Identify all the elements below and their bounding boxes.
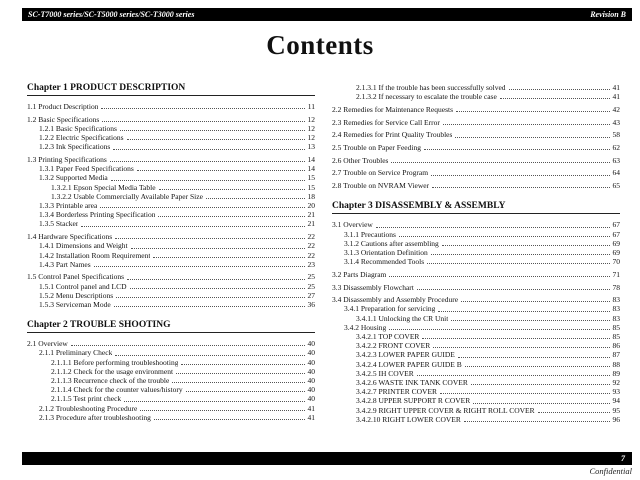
dot-leader	[116, 297, 304, 298]
toc-entry-page: 70	[612, 257, 620, 267]
toc-entry-label: 1.2 Basic Specifications	[27, 114, 100, 124]
toc-entry-label: 2.1.1.5 Test print check	[51, 394, 122, 404]
toc-entry	[27, 102, 315, 111]
toc-entry	[332, 396, 620, 405]
dot-leader	[130, 288, 305, 289]
toc-entry-label: 1.5.2 Menu Descriptions	[39, 290, 114, 300]
toc-entry	[27, 155, 315, 164]
toc-entry-page: 14	[307, 164, 315, 174]
toc-entry-page: 62	[612, 143, 620, 153]
toc-entry	[332, 323, 620, 332]
toc-entry-page: 63	[612, 155, 620, 165]
dot-leader	[115, 238, 304, 239]
dot-leader	[464, 421, 610, 422]
toc-entry	[332, 270, 620, 279]
dot-leader	[186, 391, 305, 392]
dot-leader	[102, 121, 304, 122]
dot-leader	[438, 311, 609, 312]
dot-leader	[71, 345, 305, 346]
toc-entry-label: 1.2.1 Basic Specifications	[39, 123, 117, 133]
toc-entry-label: 2.1.1.3 Recurrence check of the trouble	[51, 376, 170, 386]
toc-entry-page: 83	[612, 304, 620, 314]
toc-entry-label: 3.1 Overview	[332, 220, 373, 230]
toc-entry-page: 64	[612, 168, 620, 178]
chapter-heading: Chapter 2 TROUBLE SHOOTING	[27, 320, 315, 333]
toc-entry	[27, 339, 315, 348]
toc-entry-page: 87	[612, 350, 620, 360]
toc-entry-label: 1.2.3 Ink Specifications	[39, 142, 111, 152]
toc-entry-page: 85	[612, 332, 620, 342]
chapter-heading: Chapter 3 DISASSEMBLY & ASSEMBLY	[332, 201, 620, 214]
dot-leader	[94, 266, 305, 267]
toc-entry-label: 2.1.1 Preliminary Check	[39, 348, 113, 358]
toc-entry-page: 15	[307, 173, 315, 183]
toc-entry	[27, 367, 315, 376]
toc-entry	[27, 291, 315, 300]
toc-entry-label: 3.4.2.4 LOWER PAPER GUIDE B	[356, 359, 462, 369]
toc-entry	[332, 181, 620, 190]
toc-entry-label: 3.4.2.7 PRINTER COVER	[356, 387, 438, 397]
dot-leader	[432, 187, 609, 188]
toc-entry	[27, 251, 315, 260]
toc-entry	[27, 413, 315, 422]
toc-entry-label: 1.3.2.1 Epson Special Media Table	[51, 182, 156, 192]
dot-leader	[440, 393, 609, 394]
toc-entry	[332, 220, 620, 229]
toc-entry	[27, 201, 315, 210]
toc-entry-label: 1.4 Hardware Specifications	[27, 232, 113, 242]
toc-entry-label: 2.1 Overview	[27, 339, 68, 349]
toc-entry-label: 2.5 Trouble on Paper Feeding	[332, 143, 421, 153]
dot-leader	[127, 279, 304, 280]
toc-entry	[332, 230, 620, 239]
toc-entry-label: 1.4.3 Part Names	[39, 259, 91, 269]
toc-entry	[27, 164, 315, 173]
toc-entry-label: 3.4.1 Preparation for servicing	[344, 304, 436, 314]
toc-entry-page: 12	[307, 114, 315, 124]
toc-entry-label: 3.4 Disassembly and Assembly Procedure	[332, 295, 459, 305]
toc-entry-label: 2.6 Other Troubles	[332, 155, 389, 165]
toc-entry-page: 94	[612, 396, 620, 406]
toc-entry-page: 92	[612, 378, 620, 388]
toc-entry-page: 12	[307, 133, 315, 143]
toc-entry-label: 3.3 Disassembly Flowchart	[332, 282, 414, 292]
toc-entry	[27, 210, 315, 219]
toc-entry-label: 3.2 Parts Diagram	[332, 269, 387, 279]
toc-entry	[332, 341, 620, 350]
dot-leader	[100, 207, 304, 208]
toc-entry-label: 3.4.2.9 RIGHT UPPER COVER & RIGHT ROLL COVER	[356, 405, 535, 415]
toc-entry-page: 86	[612, 341, 620, 351]
dot-leader	[176, 373, 304, 374]
toc-entry	[27, 183, 315, 192]
toc-entry	[27, 376, 315, 385]
dot-leader	[417, 375, 610, 376]
toc-entry-page: 43	[612, 117, 620, 127]
toc-entry-label: 2.7 Trouble on Service Program	[332, 168, 429, 178]
toc-entry-label: 2.4 Remedies for Print Quality Troubles	[332, 130, 453, 140]
toc-entry-label: 1.3 Printing Specifications	[27, 155, 107, 165]
dot-leader	[500, 98, 610, 99]
dot-leader	[422, 338, 609, 339]
toc-entry-label: 1.4.1 Dimensions and Weight	[39, 241, 128, 251]
toc-entry	[332, 314, 620, 323]
toc-entry-page: 96	[612, 414, 620, 424]
toc-entry-label: 2.1.1.1 Before performing troubleshooting	[51, 357, 179, 367]
header-bar	[22, 8, 632, 21]
toc-entry-page: 41	[307, 412, 315, 422]
toc-entry-page: 41	[307, 403, 315, 413]
dot-leader	[456, 111, 609, 112]
dot-leader	[433, 347, 609, 348]
dot-leader	[137, 170, 305, 171]
toc-entry-page: 21	[307, 210, 315, 220]
toc-entry-label: 1.5 Control Panel Specifications	[27, 272, 125, 282]
toc-entry-label: 3.4.2.1 TOP COVER	[356, 332, 420, 342]
dot-leader	[113, 149, 304, 150]
toc-entry	[27, 358, 315, 367]
dot-leader	[424, 149, 610, 150]
dot-leader	[389, 276, 609, 277]
dot-leader	[81, 226, 304, 227]
dot-leader	[124, 401, 304, 402]
toc-entry	[332, 415, 620, 424]
dot-leader	[140, 410, 304, 411]
dot-leader	[114, 306, 305, 307]
toc-entry-page: 20	[307, 201, 315, 211]
dot-leader	[154, 419, 305, 420]
toc-entry-page: 40	[307, 348, 315, 358]
dot-leader	[473, 403, 609, 404]
toc-entry	[332, 105, 620, 114]
toc-entry	[332, 360, 620, 369]
toc-entry-page: 22	[307, 250, 315, 260]
toc-entry-page: 58	[612, 130, 620, 140]
dot-leader	[158, 216, 304, 217]
dot-leader	[111, 180, 305, 181]
toc-columns	[27, 83, 620, 424]
toc-entry-label: 1.4.2 Installation Room Requirement	[39, 250, 151, 260]
dot-leader	[458, 357, 610, 358]
dot-leader	[509, 89, 610, 90]
dot-leader	[455, 137, 609, 138]
toc-entry-page: 15	[307, 182, 315, 192]
toc-entry-page: 36	[307, 300, 315, 310]
footer-bar	[22, 452, 632, 465]
toc-entry-label: 3.4.2.2 FRONT COVER	[356, 341, 431, 351]
toc-entry	[27, 219, 315, 228]
dot-leader	[389, 329, 609, 330]
toc-entry-page: 40	[307, 339, 315, 349]
toc-entry	[332, 304, 620, 313]
toc-entry-page: 11	[307, 102, 315, 111]
toc-entry	[332, 406, 620, 415]
chapter-heading: Chapter 1 PRODUCT DESCRIPTION	[27, 83, 315, 96]
toc-entry-label: 2.1.3.1 If the trouble has been successfully solved	[356, 83, 506, 92]
toc-entry	[332, 387, 620, 396]
toc-entry-page: 40	[307, 357, 315, 367]
toc-entry	[27, 241, 315, 250]
toc-entry-page: 22	[307, 232, 315, 242]
toc-entry	[27, 394, 315, 403]
toc-entry-label: 1.5.3 Serviceman Mode	[39, 300, 111, 310]
toc-entry	[27, 385, 315, 394]
dot-leader	[442, 245, 610, 246]
toc-entry	[27, 192, 315, 201]
toc-entry	[27, 348, 315, 357]
toc-entry-label: 2.2 Remedies for Maintenance Requests	[332, 104, 454, 114]
toc-entry-label: 1.3.4 Borderless Printing Specification	[39, 210, 156, 220]
toc-entry-page: 23	[307, 259, 315, 269]
dot-leader	[431, 254, 610, 255]
toc-entry-page: 21	[307, 219, 315, 229]
toc-entry-label: 2.3 Remedies for Service Call Error	[332, 117, 440, 127]
dot-leader	[538, 412, 610, 413]
toc-entry-page: 69	[612, 238, 620, 248]
dot-leader	[115, 355, 304, 356]
dot-leader	[206, 198, 305, 199]
toc-entry-page: 18	[307, 191, 315, 201]
toc-entry-page: 65	[612, 181, 620, 191]
toc-entry-page: 40	[307, 366, 315, 376]
toc-entry-label: 1.3.2 Supported Media	[39, 173, 108, 183]
dot-leader	[431, 175, 609, 176]
toc-entry	[27, 232, 315, 241]
toc-entry-label: 1.2.2 Electric Specifications	[39, 133, 124, 143]
toc-entry-page: 40	[307, 376, 315, 386]
dot-leader	[376, 227, 610, 228]
toc-entry	[332, 83, 620, 92]
toc-entry-label: 3.1.2 Cautions after assembling	[344, 238, 439, 248]
dot-leader	[159, 189, 305, 190]
toc-entry	[332, 295, 620, 304]
toc-entry-label: 1.3.3 Printable area	[39, 201, 98, 211]
toc-entry	[27, 133, 315, 142]
toc-entry-label: 1.3.2.2 Usable Commercially Available Paper Size	[51, 191, 203, 201]
dot-leader	[127, 139, 305, 140]
toc-entry	[332, 143, 620, 152]
toc-entry-page: 83	[612, 295, 620, 305]
toc-entry	[332, 92, 620, 101]
dot-leader	[153, 257, 304, 258]
toc-entry-page: 71	[612, 269, 620, 279]
toc-entry	[27, 272, 315, 281]
toc-entry-label: 3.4.2.6 WASTE INK TANK COVER	[356, 378, 468, 388]
dot-leader	[391, 162, 609, 163]
toc-entry-page: 85	[612, 322, 620, 332]
toc-column-right	[332, 83, 620, 424]
toc-entry-label: 3.1.4 Recommended Tools	[344, 257, 425, 267]
toc-entry-page: 27	[307, 290, 315, 300]
toc-entry-page: 69	[612, 247, 620, 257]
toc-entry-page: 25	[307, 281, 315, 291]
toc-entry-label: 3.4.2.3 LOWER PAPER GUIDE	[356, 350, 455, 360]
toc-entry-page: 83	[612, 313, 620, 323]
toc-entry-page: 41	[612, 83, 620, 92]
toc-entry-page: 40	[307, 394, 315, 404]
toc-entry-page: 25	[307, 272, 315, 282]
footer-page-number: 7	[621, 453, 625, 463]
toc-entry-label: 1.3.1 Paper Feed Specifications	[39, 164, 134, 174]
toc-entry-page: 42	[612, 104, 620, 114]
page-title: Contents	[266, 30, 374, 60]
toc-entry	[332, 248, 620, 257]
dot-leader	[399, 236, 610, 237]
header-revision-label: Revision B	[590, 9, 626, 19]
toc-entry-label: 3.4.2.10 RIGHT LOWER COVER	[356, 414, 461, 424]
toc-entry-label: 2.8 Trouble on NVRAM Viewer	[332, 181, 430, 191]
dot-leader	[101, 108, 304, 109]
toc-entry-page: 67	[612, 229, 620, 239]
toc-entry	[332, 332, 620, 341]
toc-entry-label: 3.4.2.5 IH COVER	[356, 368, 414, 378]
toc-entry-label: 3.4.1.1 Unlocking the CR Unit	[356, 313, 449, 323]
toc-entry	[27, 115, 315, 124]
dot-leader	[417, 289, 610, 290]
toc-entry-label: 1.1 Product Description	[27, 102, 99, 111]
toc-entry-label: 2.1.3.2 If necessary to escalate the trouble case	[356, 92, 497, 102]
toc-entry	[332, 168, 620, 177]
dot-leader	[465, 366, 610, 367]
toc-entry-page: 88	[612, 359, 620, 369]
toc-entry-label: 2.1.2 Troubleshooting Procedure	[39, 403, 138, 413]
dot-leader	[120, 130, 305, 131]
header-series-title: SC-T7000 series/SC-T5000 series/SC-T3000 series	[28, 9, 195, 19]
dot-leader	[131, 248, 305, 249]
toc-entry-label: 2.1.1.4 Check for the counter values/history	[51, 385, 183, 395]
toc-entry	[332, 118, 620, 127]
toc-entry-page: 95	[612, 405, 620, 415]
toc-column-left	[27, 83, 315, 424]
toc-entry-page: 67	[612, 220, 620, 230]
toc-entry-label: 1.3.5 Stacker	[39, 219, 79, 229]
toc-entry	[27, 282, 315, 291]
toc-entry-page: 22	[307, 241, 315, 251]
dot-leader	[443, 124, 610, 125]
toc-entry	[27, 404, 315, 413]
toc-entry-page: 93	[612, 387, 620, 397]
toc-entry	[332, 156, 620, 165]
toc-entry-page: 78	[612, 282, 620, 292]
toc-entry	[332, 369, 620, 378]
toc-entry-page: 41	[612, 92, 620, 102]
toc-entry-page: 89	[612, 368, 620, 378]
toc-entry	[332, 283, 620, 292]
toc-entry-label: 3.1.1 Precautions	[344, 229, 396, 239]
dot-leader	[471, 384, 610, 385]
dot-leader	[181, 364, 304, 365]
toc-entry	[27, 300, 315, 309]
toc-entry-label: 2.1.1.2 Check for the usage environment	[51, 366, 174, 376]
confidential-label: Confidential	[589, 466, 632, 476]
dot-leader	[461, 301, 609, 302]
toc-entry	[332, 239, 620, 248]
toc-entry	[27, 142, 315, 151]
toc-entry-page: 40	[307, 385, 315, 395]
dot-leader	[451, 320, 609, 321]
dot-leader	[110, 161, 305, 162]
toc-entry-label: 1.5.1 Control panel and LCD	[39, 281, 127, 291]
toc-entry-page: 12	[307, 123, 315, 133]
toc-entry	[332, 378, 620, 387]
toc-entry-page: 14	[307, 155, 315, 165]
toc-entry-label: 2.1.3 Procedure after troubleshooting	[39, 412, 151, 422]
toc-entry-label: 3.4.2.8 UPPER SUPPORT R COVER	[356, 396, 471, 406]
toc-entry	[332, 130, 620, 139]
toc-entry	[332, 350, 620, 359]
toc-entry	[27, 124, 315, 133]
toc-entry-label: 3.1.3 Orientation Definition	[344, 247, 428, 257]
toc-entry	[27, 260, 315, 269]
dot-leader	[427, 263, 609, 264]
dot-leader	[172, 382, 304, 383]
toc-entry-page: 13	[307, 142, 315, 152]
toc-entry	[332, 257, 620, 266]
toc-entry-label: 3.4.2 Housing	[344, 322, 387, 332]
toc-entry	[27, 173, 315, 182]
